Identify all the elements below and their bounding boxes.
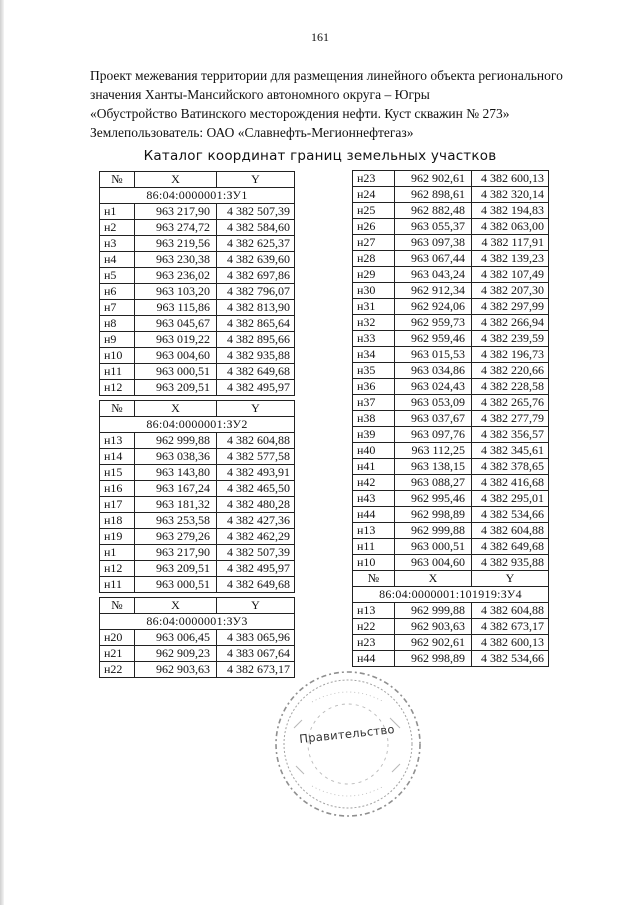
point-number: н36 xyxy=(353,379,395,395)
coordinate-y: 4 382 277,79 xyxy=(472,411,549,427)
header-y: Y xyxy=(217,401,295,417)
point-number: н10 xyxy=(353,555,395,571)
point-number: н43 xyxy=(353,491,395,507)
coordinate-x: 963 112,25 xyxy=(395,443,472,459)
coordinate-x: 962 882,48 xyxy=(395,203,472,219)
table-row xyxy=(353,219,549,235)
coordinate-x: 962 903,63 xyxy=(135,662,217,678)
coordinate-x: 963 138,15 xyxy=(395,459,472,475)
coordinate-x: 963 279,26 xyxy=(135,529,217,545)
lot-number: 86:04:0000001:ЗУ1 xyxy=(100,188,295,204)
coordinate-x: 963 000,51 xyxy=(135,364,217,380)
coordinate-y: 4 382 495,97 xyxy=(217,561,295,577)
table-row xyxy=(353,235,549,251)
table-lot-row xyxy=(100,188,295,204)
coordinate-y: 4 382 107,49 xyxy=(472,267,549,283)
coordinate-y: 4 382 935,88 xyxy=(472,555,549,571)
coordinate-x: 963 167,24 xyxy=(135,481,217,497)
point-number: н37 xyxy=(353,395,395,411)
coordinates-table-zu1 xyxy=(99,171,295,396)
table-row xyxy=(100,465,295,481)
coordinate-x: 963 209,51 xyxy=(135,561,217,577)
coordinate-x: 963 103,20 xyxy=(135,284,217,300)
table-row xyxy=(353,267,549,283)
table-row xyxy=(353,379,549,395)
table-header-row xyxy=(100,598,295,614)
point-number: н25 xyxy=(353,203,395,219)
point-number: н40 xyxy=(353,443,395,459)
point-number: н11 xyxy=(100,364,135,380)
table-body xyxy=(353,171,549,571)
point-number: н16 xyxy=(100,481,135,497)
table-row xyxy=(353,171,549,187)
coordinate-y: 4 382 604,88 xyxy=(472,603,549,619)
coordinate-y: 4 382 139,23 xyxy=(472,251,549,267)
table-row xyxy=(353,491,549,507)
coordinate-y: 4 382 220,66 xyxy=(472,363,549,379)
table-row xyxy=(353,251,549,267)
coordinate-x: 963 019,22 xyxy=(135,332,217,348)
coordinate-y: 4 382 493,91 xyxy=(217,465,295,481)
table-row xyxy=(353,443,549,459)
table-row xyxy=(353,475,549,491)
coordinate-y: 4 382 228,58 xyxy=(472,379,549,395)
header-y: Y xyxy=(217,598,295,614)
coordinate-x: 963 004,60 xyxy=(135,348,217,364)
coordinate-y: 4 382 295,01 xyxy=(472,491,549,507)
header-no: № xyxy=(100,172,135,188)
coordinate-x: 962 959,73 xyxy=(395,315,472,331)
table-row xyxy=(100,529,295,545)
table-row xyxy=(100,630,295,646)
table-row xyxy=(100,300,295,316)
table-header-row xyxy=(100,172,295,188)
coordinate-x: 962 909,23 xyxy=(135,646,217,662)
table-row xyxy=(100,284,295,300)
coordinate-x: 963 000,51 xyxy=(395,539,472,555)
coordinate-x: 962 995,46 xyxy=(395,491,472,507)
table-row xyxy=(353,507,549,523)
table-row xyxy=(100,332,295,348)
point-number: н12 xyxy=(100,561,135,577)
heading-line-3: «Обустройство Ватинского месторождения нефти. Куст скважин № 273» xyxy=(90,106,510,121)
heading-line-1: Проект межевания территории для размещения линейного объекта регионального xyxy=(90,68,563,83)
coordinate-x: 963 006,45 xyxy=(135,630,217,646)
table-row xyxy=(353,203,549,219)
point-number: н20 xyxy=(100,630,135,646)
point-number: н6 xyxy=(100,284,135,300)
coordinate-y: 4 382 239,59 xyxy=(472,331,549,347)
coordinate-x: 963 217,90 xyxy=(135,204,217,220)
header-x: X xyxy=(135,401,217,417)
table-lot-row xyxy=(100,417,295,433)
coordinate-x: 963 217,90 xyxy=(135,545,217,561)
header-no: № xyxy=(100,598,135,614)
coordinate-x: 962 999,88 xyxy=(135,433,217,449)
coordinate-x: 962 998,89 xyxy=(395,507,472,523)
coordinates-table-zu4 xyxy=(352,570,549,667)
point-number: н27 xyxy=(353,235,395,251)
coordinate-x: 963 097,38 xyxy=(395,235,472,251)
point-number: н17 xyxy=(100,497,135,513)
point-number: н23 xyxy=(353,635,395,651)
table-row xyxy=(353,347,549,363)
coordinate-y: 4 382 796,07 xyxy=(217,284,295,300)
point-number: н29 xyxy=(353,267,395,283)
coordinate-y: 4 382 416,68 xyxy=(472,475,549,491)
table-row xyxy=(353,523,549,539)
coordinates-table-zu2 xyxy=(99,400,295,593)
scan-edge xyxy=(0,0,4,905)
coordinate-x: 963 115,86 xyxy=(135,300,217,316)
table-row xyxy=(353,427,549,443)
header-x: X xyxy=(135,598,217,614)
coordinate-x: 963 067,44 xyxy=(395,251,472,267)
coordinate-y: 4 382 194,83 xyxy=(472,203,549,219)
coordinate-y: 4 382 673,17 xyxy=(217,662,295,678)
coordinate-y: 4 382 600,13 xyxy=(472,171,549,187)
point-number: н33 xyxy=(353,331,395,347)
coordinate-y: 4 382 266,94 xyxy=(472,315,549,331)
point-number: н30 xyxy=(353,283,395,299)
coordinate-y: 4 382 507,39 xyxy=(217,204,295,220)
header-no: № xyxy=(353,571,395,587)
point-number: н9 xyxy=(100,332,135,348)
point-number: н19 xyxy=(100,529,135,545)
point-number: н18 xyxy=(100,513,135,529)
table-row xyxy=(100,252,295,268)
coordinate-x: 963 004,60 xyxy=(395,555,472,571)
point-number: н42 xyxy=(353,475,395,491)
point-number: н26 xyxy=(353,219,395,235)
coordinate-x: 963 236,02 xyxy=(135,268,217,284)
coordinate-x: 962 898,61 xyxy=(395,187,472,203)
coordinate-y: 4 382 207,30 xyxy=(472,283,549,299)
document-heading xyxy=(90,66,590,142)
coordinate-y: 4 382 378,65 xyxy=(472,459,549,475)
coordinate-y: 4 382 117,91 xyxy=(472,235,549,251)
table-header-row xyxy=(353,571,549,587)
coordinate-y: 4 382 639,60 xyxy=(217,252,295,268)
point-number: н1 xyxy=(100,204,135,220)
coordinate-x: 962 999,88 xyxy=(395,603,472,619)
seal-text: Правительство xyxy=(298,722,396,746)
point-number: н1 xyxy=(100,545,135,561)
table-row xyxy=(353,635,549,651)
table-row xyxy=(100,513,295,529)
coordinate-x: 963 053,09 xyxy=(395,395,472,411)
point-number: н41 xyxy=(353,459,395,475)
coordinate-y: 4 382 600,13 xyxy=(472,635,549,651)
coordinate-x: 962 959,46 xyxy=(395,331,472,347)
table-row xyxy=(353,331,549,347)
table-row xyxy=(353,299,549,315)
point-number: н32 xyxy=(353,315,395,331)
point-number: н34 xyxy=(353,347,395,363)
table-body xyxy=(100,204,295,396)
coordinate-x: 963 038,36 xyxy=(135,449,217,465)
coordinate-y: 4 382 865,64 xyxy=(217,316,295,332)
point-number: н22 xyxy=(353,619,395,635)
coordinate-x: 962 912,34 xyxy=(395,283,472,299)
table-row xyxy=(353,315,549,331)
coordinate-x: 962 999,88 xyxy=(395,523,472,539)
table-body xyxy=(100,433,295,593)
point-number: н11 xyxy=(100,577,135,593)
coordinate-x: 962 902,61 xyxy=(395,635,472,651)
coordinate-y: 4 382 427,36 xyxy=(217,513,295,529)
coordinate-y: 4 382 480,28 xyxy=(217,497,295,513)
table-row xyxy=(100,646,295,662)
point-number: н13 xyxy=(100,433,135,449)
coordinate-y: 4 382 534,66 xyxy=(472,507,549,523)
coordinate-y: 4 382 697,86 xyxy=(217,268,295,284)
point-number: н15 xyxy=(100,465,135,481)
point-number: н3 xyxy=(100,236,135,252)
point-number: н22 xyxy=(100,662,135,678)
header-y: Y xyxy=(472,571,549,587)
coordinate-x: 963 274,72 xyxy=(135,220,217,236)
point-number: н8 xyxy=(100,316,135,332)
coordinate-x: 962 924,06 xyxy=(395,299,472,315)
table-row xyxy=(353,603,549,619)
point-number: н23 xyxy=(353,171,395,187)
coordinate-x: 963 219,56 xyxy=(135,236,217,252)
table-row xyxy=(100,348,295,364)
coordinate-y: 4 382 649,68 xyxy=(472,539,549,555)
coordinates-table-continuation xyxy=(352,170,549,571)
table-row xyxy=(100,268,295,284)
coordinate-y: 4 382 649,68 xyxy=(217,364,295,380)
point-number: н35 xyxy=(353,363,395,379)
lot-number: 86:04:0000001:101919:ЗУ4 xyxy=(353,587,549,603)
point-number: н24 xyxy=(353,187,395,203)
coordinate-y: 4 382 604,88 xyxy=(472,523,549,539)
coordinate-x: 963 045,67 xyxy=(135,316,217,332)
table-row xyxy=(100,481,295,497)
header-no: № xyxy=(100,401,135,417)
point-number: н38 xyxy=(353,411,395,427)
coordinate-y: 4 382 534,66 xyxy=(472,651,549,667)
page-number: 161 xyxy=(311,30,329,44)
point-number: н12 xyxy=(100,380,135,396)
point-number: н44 xyxy=(353,507,395,523)
coordinate-x: 963 037,67 xyxy=(395,411,472,427)
table-row xyxy=(100,497,295,513)
coordinate-y: 4 382 356,57 xyxy=(472,427,549,443)
lot-number: 86:04:0000001:ЗУ2 xyxy=(100,417,295,433)
coordinate-y: 4 382 465,50 xyxy=(217,481,295,497)
table-row xyxy=(100,449,295,465)
coordinate-y: 4 382 649,68 xyxy=(217,577,295,593)
table-row xyxy=(100,561,295,577)
point-number: н2 xyxy=(100,220,135,236)
table-row xyxy=(100,380,295,396)
point-number: н13 xyxy=(353,603,395,619)
coordinate-y: 4 382 196,73 xyxy=(472,347,549,363)
point-number: н39 xyxy=(353,427,395,443)
table-row xyxy=(100,316,295,332)
point-number: н28 xyxy=(353,251,395,267)
point-number: н11 xyxy=(353,539,395,555)
coordinate-x: 962 902,61 xyxy=(395,171,472,187)
coordinate-y: 4 382 345,61 xyxy=(472,443,549,459)
coordinate-y: 4 382 297,99 xyxy=(472,299,549,315)
table-body xyxy=(353,603,549,667)
point-number: н5 xyxy=(100,268,135,284)
coordinates-table-zu3 xyxy=(99,597,295,678)
point-number: н31 xyxy=(353,299,395,315)
coordinate-y: 4 382 813,90 xyxy=(217,300,295,316)
coordinate-x: 963 055,37 xyxy=(395,219,472,235)
table-row xyxy=(100,236,295,252)
table-row xyxy=(353,619,549,635)
point-number: н13 xyxy=(353,523,395,539)
coordinate-y: 4 382 625,37 xyxy=(217,236,295,252)
coordinate-x: 963 230,38 xyxy=(135,252,217,268)
coordinate-y: 4 382 320,14 xyxy=(472,187,549,203)
coordinate-y: 4 383 065,96 xyxy=(217,630,295,646)
table-row xyxy=(100,204,295,220)
table-row xyxy=(353,459,549,475)
table-row xyxy=(353,395,549,411)
coordinate-y: 4 382 462,29 xyxy=(217,529,295,545)
coordinate-y: 4 382 673,17 xyxy=(472,619,549,635)
coordinate-y: 4 382 265,76 xyxy=(472,395,549,411)
table-row xyxy=(100,545,295,561)
official-seal-icon xyxy=(272,668,424,820)
coordinate-x: 963 088,27 xyxy=(395,475,472,491)
table-row xyxy=(353,283,549,299)
table-row xyxy=(100,433,295,449)
coordinate-x: 963 000,51 xyxy=(135,577,217,593)
heading-line-2: значения Ханты-Мансийского автономного округа – Югры xyxy=(90,87,430,102)
coordinate-y: 4 382 604,88 xyxy=(217,433,295,449)
coordinate-x: 962 998,89 xyxy=(395,651,472,667)
table-row xyxy=(353,363,549,379)
point-number: н4 xyxy=(100,252,135,268)
coordinate-x: 963 209,51 xyxy=(135,380,217,396)
coordinate-y: 4 383 067,64 xyxy=(217,646,295,662)
point-number: н14 xyxy=(100,449,135,465)
coordinate-y: 4 382 935,88 xyxy=(217,348,295,364)
header-y: Y xyxy=(217,172,295,188)
table-lot-row xyxy=(353,587,549,603)
heading-line-4: Землепользователь: ОАО «Славнефть-Мегионнефтегаз» xyxy=(90,125,414,140)
coordinate-x: 963 043,24 xyxy=(395,267,472,283)
coordinate-x: 963 034,86 xyxy=(395,363,472,379)
table-row xyxy=(100,364,295,380)
header-x: X xyxy=(395,571,472,587)
table-body xyxy=(100,630,295,678)
coordinate-y: 4 382 507,39 xyxy=(217,545,295,561)
coordinate-y: 4 382 495,97 xyxy=(217,380,295,396)
point-number: н44 xyxy=(353,651,395,667)
coordinate-x: 963 253,58 xyxy=(135,513,217,529)
table-row xyxy=(100,662,295,678)
coordinate-x: 962 903,63 xyxy=(395,619,472,635)
catalog-title: Каталог координат границ земельных участков xyxy=(143,148,497,164)
table-lot-row xyxy=(100,614,295,630)
table-row xyxy=(353,555,549,571)
point-number: н21 xyxy=(100,646,135,662)
lot-number: 86:04:0000001:ЗУ3 xyxy=(100,614,295,630)
coordinate-x: 963 015,53 xyxy=(395,347,472,363)
coordinate-x: 963 097,76 xyxy=(395,427,472,443)
table-header-row xyxy=(100,401,295,417)
coordinate-x: 963 181,32 xyxy=(135,497,217,513)
coordinate-x: 963 143,80 xyxy=(135,465,217,481)
coordinate-x: 963 024,43 xyxy=(395,379,472,395)
coordinate-y: 4 382 584,60 xyxy=(217,220,295,236)
table-row xyxy=(353,539,549,555)
coordinate-y: 4 382 063,00 xyxy=(472,219,549,235)
table-row xyxy=(100,577,295,593)
table-row xyxy=(353,411,549,427)
table-row xyxy=(353,651,549,667)
point-number: н7 xyxy=(100,300,135,316)
point-number: н10 xyxy=(100,348,135,364)
coordinate-y: 4 382 577,58 xyxy=(217,449,295,465)
table-row xyxy=(353,187,549,203)
coordinate-y: 4 382 895,66 xyxy=(217,332,295,348)
header-x: X xyxy=(135,172,217,188)
table-row xyxy=(100,220,295,236)
